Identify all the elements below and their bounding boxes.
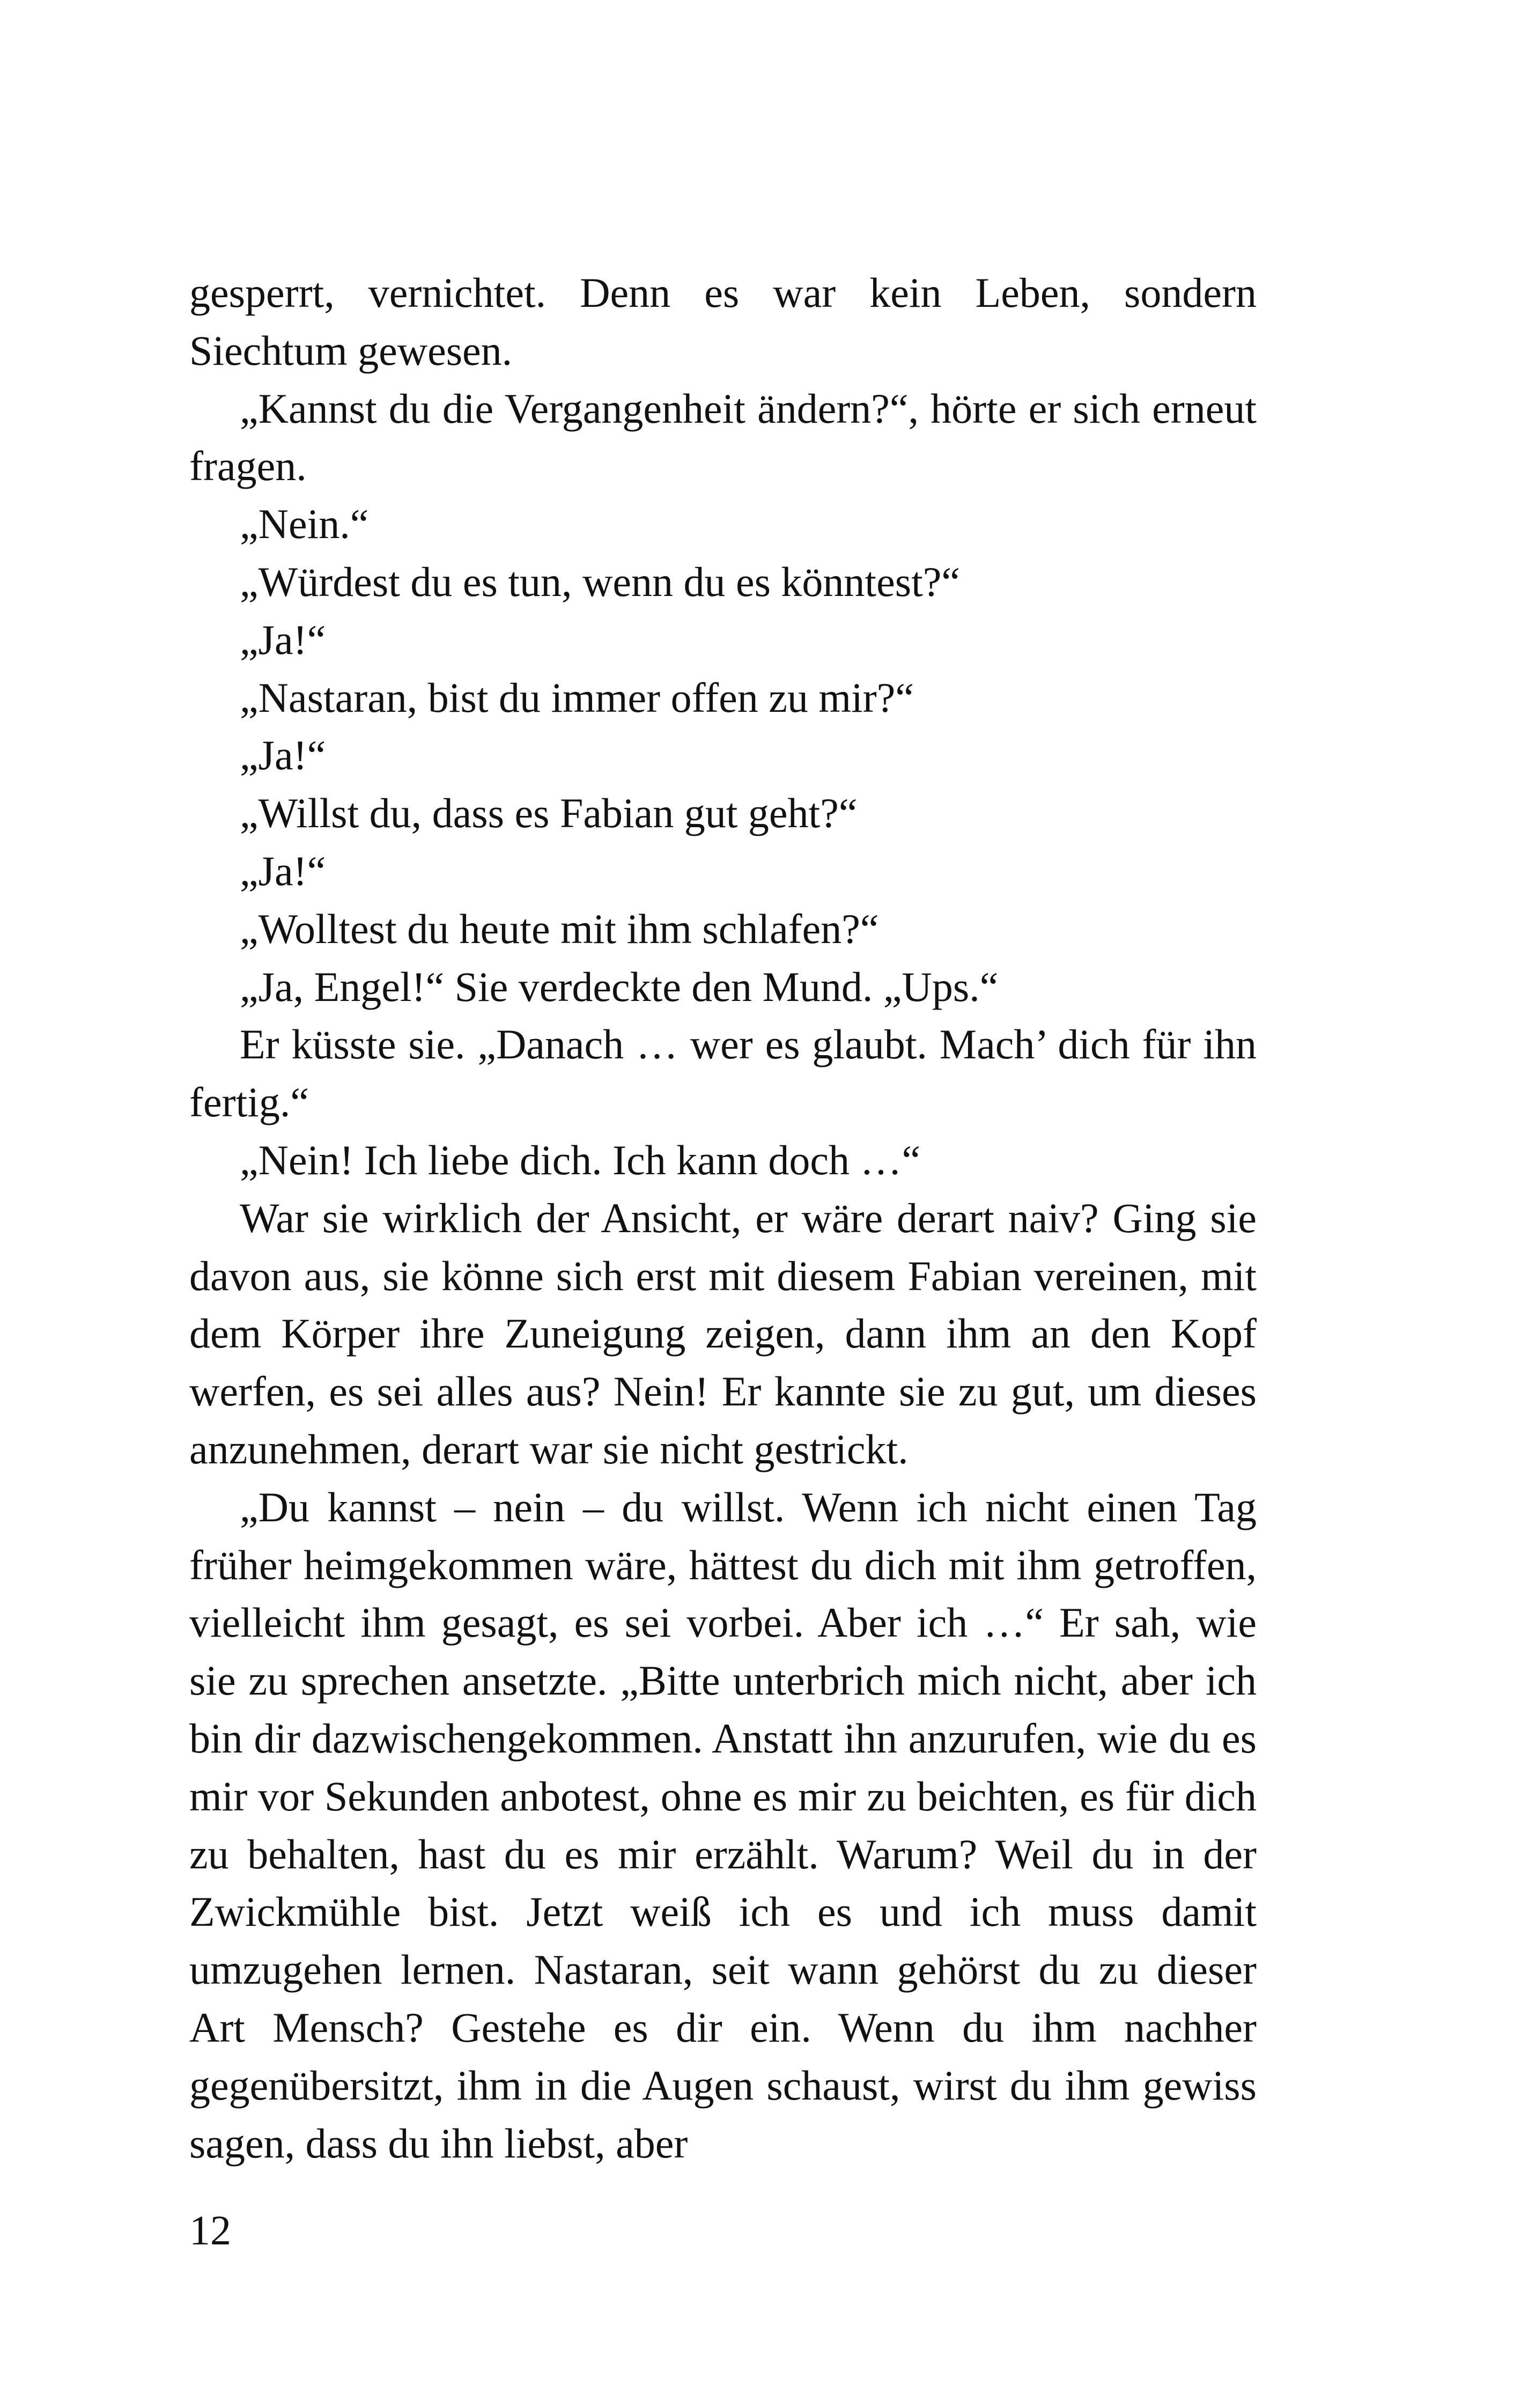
paragraph: „Ja!“ — [240, 732, 326, 779]
paragraph: „Ja!“ — [240, 847, 326, 894]
paragraph: gesperrt, vernichtet. Denn es war kein Leben, sondern Siechtum gewesen. — [189, 269, 1257, 374]
paragraph: „Nein.“ — [240, 500, 369, 548]
paragraph: War sie wirklich der Ansicht, er wäre derart naiv? Ging sie davon aus, sie könne sich erst mit diesem Fabian vereinen, mit dem Körper ihre Zuneigung zeigen, dann ihm an den Kopf werfen, es sei alles aus? Nein! Er kannte sie zu gut, um dieses anzunehmen, derart war sie nicht gestrickt. — [189, 1194, 1257, 1472]
paragraph: „Ja!“ — [240, 616, 326, 663]
paragraph: „Ja, Engel!“ Sie verdeckte den Mund. „Ups.“ — [240, 963, 999, 1010]
body-text — [189, 264, 1257, 2172]
page-number: 12 — [189, 2207, 231, 2254]
paragraph: „Würdest du es tun, wenn du es könntest?“ — [240, 558, 960, 605]
paragraph: Er küsste sie. „Danach … wer es glaubt. Mach’ dich für ihn fertig.“ — [189, 1021, 1257, 1126]
paragraph: „Nastaran, bist du immer offen zu mir?“ — [240, 674, 914, 721]
paragraph: „Wolltest du heute mit ihm schlafen?“ — [240, 905, 879, 952]
paragraph: „Nein! Ich liebe dich. Ich kann doch …“ — [240, 1136, 921, 1183]
paragraph: „Du kannst – nein – du willst. Wenn ich nicht einen Tag früher heimgekommen wäre, hättest du dich mit ihm getroffen, vielleicht ihm gesagt, es sei vorbei. Aber ich …“ Er sah, wie sie zu sprechen ansetzte. „Bitte unterbrich mich nicht, aber ich bin dir dazwischengekommen. Anstatt ihn anzurufen, wie du es mir vor Sekunden anbotest, ohne es mir zu beichten, es für dich zu behalten, hast du es mir erzählt. Warum? Weil du in der Zwickmühle bist. Jetzt weiß ich es und ich muss damit umzugehen lernen. Nastaran, seit wann gehörst du zu dieser Art Mensch? Gestehe es dir ein. Wenn du ihm nachher gegenübersitzt, ihm in die Augen schaust, wirst du ihm gewiss sagen, dass du ihn liebst, aber — [189, 1483, 1257, 2167]
paragraph: „Willst du, dass es Fabian gut geht?“ — [240, 790, 858, 837]
paragraph: „Kannst du die Vergangenheit ändern?“, hörte er sich erneut fragen. — [189, 385, 1257, 490]
